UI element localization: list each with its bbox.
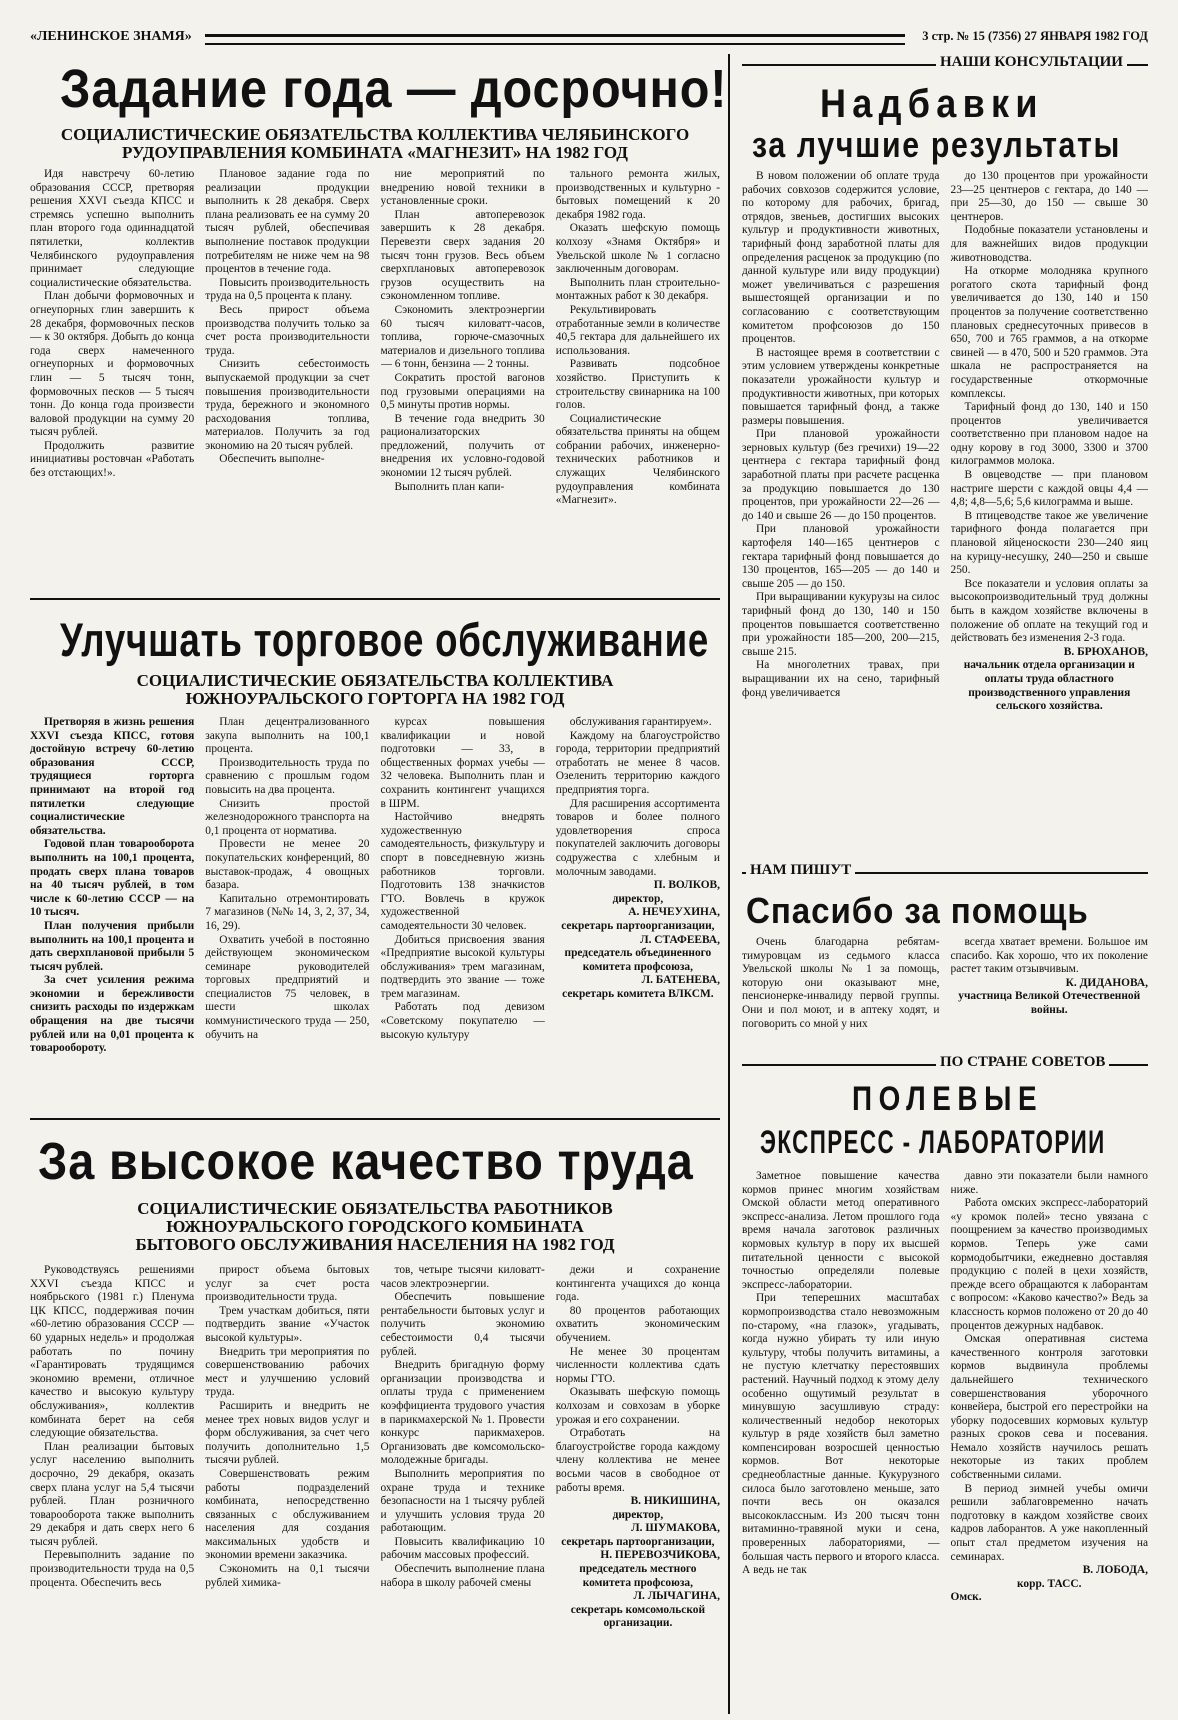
article6-column-text — [951, 1170, 1149, 1564]
paragraph: Охватить учебой в постоянно действующем экономическом семинаре руководителей торговых предприятий и специалистов 75 человек, в шести школах коммунистического труда — 250, обучить на — [205, 933, 370, 1041]
paragraph: Выполнить мероприятия по охране труда и технике безопасности на 1 тысячу рублей и улучшить условия труда 20 работающим. — [380, 1467, 545, 1535]
paragraph: Перевыполнить задание по производительности труда на 0,5 процента. Обеспечить весь — [30, 1549, 195, 1589]
column-divider — [728, 54, 730, 1714]
article2-body — [30, 716, 720, 1112]
signature-role: секретарь партоорганизации, — [561, 1535, 715, 1548]
signature-name: В. ЛОБОДА, — [1082, 1564, 1148, 1577]
article5-body — [742, 936, 1148, 1060]
issue-info: 3 стр. № 15 (7356) 27 ЯНВАРЯ 1982 ГОД — [922, 29, 1148, 43]
signature-role: директор, — [612, 1508, 664, 1521]
paragraph: План добычи формовочных и огнеупорных глин завершить к 28 декабря, формовочных песков — к 30 октября. Добыть до конца года сверх намеченного огнеупорных и формовочных глин — 5 тысяч тонн, формовочных песков — 5 тысяч тонн. До конца года произвести валовой продукции на сумму 20 тысяч рублей. — [30, 290, 195, 439]
signature-name: Н. ПЕРЕВОЗЧИКОВА, — [600, 1549, 720, 1562]
paragraph: В период зимней учебы омичи решили заблаговременно начать подготовку в каждом хозяйстве своих кадров лаборантов. А уже накопленный опыт стал предметом изучения на семинарах. — [950, 1482, 1148, 1563]
paragraph: План реализации бытовых услуг населению выполнить досрочно, 29 декабря, оказать сверх плана услуг на 5,4 тысячи рублей. План розничного товарооборота также выполнить 29 декабря и дать сверх него 6 тысяч рублей. — [30, 1440, 195, 1548]
paragraph: Годовой план товарооборота выполнить на 100,1 процента, продать сверх плана товаров на 40 тысяч рублей, в том числе к 60-летию СССР — на 10 тысяч. — [30, 838, 195, 919]
signature-name: Л. БАТЕНЕВА, — [641, 974, 720, 987]
article6-body — [742, 1170, 1148, 1714]
section-divider — [30, 598, 720, 600]
signature-role: секретарь комсомольской организации. — [570, 1603, 706, 1630]
article6-city: Омск. — [950, 1591, 982, 1604]
paragraph: Тарифный фонд до 130, 140 и 150 процентов увеличивается соответственно при плановом надое на одну корову в год 3000, 3300 и 3700 килограммов молока. — [950, 401, 1148, 468]
signature-role: председатель местного комитета профсоюза, — [579, 1563, 697, 1589]
paragraph: Снизить простой железнодорожного транспорта на 0,1 процента от норматива. — [205, 797, 370, 837]
signature-name: П. ВОЛКОВ, — [653, 879, 720, 892]
paragraph: курсах повышения квалификации и новой подготовки — 33, в общественных формах учебы — 32 человека. Выполнить план и сохранить контингент учащихся в ШРМ. — [380, 716, 545, 810]
header-rule — [205, 34, 905, 45]
paragraph: Выполнить план строительно-монтажных работ к 30 декабря. — [555, 276, 720, 303]
article2-column — [30, 716, 194, 1112]
article3-signatures — [556, 1495, 720, 1631]
article1-column — [205, 168, 369, 590]
paragraph: Трем участкам добиться, пяти подтвердить звание «Участок высокой культуры». — [205, 1304, 370, 1344]
article4-title: Надбавки — [820, 82, 1044, 126]
paragraph: В птицеводстве такое же увеличение тарифного фонда полагается при плановой яйценоскости 230—240 яиц на курицу-несушку, 240—250 и свыше 250. — [950, 509, 1148, 577]
article3-column — [381, 1264, 545, 1712]
paragraph: В новом положении об оплате труда рабочих совхозов содержится условие, по которому для рабочих, бригад, отрядов, звеньев, достигших высоких культур и продуктивности животных, тарифный фонд заработной платы для определения расценок за продукцию (по данной культуре или виду продукции) может увеличиваться с разрешения вышестоящей организации и по согласованию с соответствующим комитетом профсоюзов до 150 процентов. — [742, 170, 940, 346]
article1-column — [381, 168, 545, 590]
paragraph: При теперешних масштабах кормопроизводства стало невозможным по-старому, «на глазок», угадывать, когда нужно убирать ту или иную культуру, чтобы получить витамины, а не пустую клетчатку перестоявших растений. Научный подход к этому делу особенно ощутимый результат в минувшую засушливую страду: количественный недобор некоторых культур в ряде хозяйств был заметно компенсирован возросшей ценностью кормов. Вот некоторые среднеобластные данные. Кукурузного силоса было заготовлено меньше, зато почти весь он оказался высококлассным. Из 200 тысяч тонн витаминно-травяной муки и сена, проверенных лабораториями, — большая часть первого и второго класса. А ведь не так — [742, 1292, 940, 1577]
article3-title: За высокое качество труда — [38, 1133, 694, 1191]
paragraph: Сократить простой вагонов под грузовыми операциями на 0,5 минуты против нормы. — [380, 371, 545, 412]
paragraph: Подобные показатели установлены и для важнейших видов продукции животноводства. — [950, 224, 1148, 264]
paragraph: Провести не менее 20 покупательских конференций, 80 выставок-продаж, 4 овощных базара. — [205, 838, 370, 892]
article3-column — [30, 1264, 194, 1712]
paragraph: Развивать подсобное хозяйство. Приступить к строительству свинарника на 100 голов. — [555, 358, 720, 412]
article5-title: Спасибо за помощь — [746, 890, 1089, 931]
paragraph: Заметное повышение качества кормов принес многим хозяйствам Омской области метод оперативного экспресс-анализа. Летом прошлого года время начала заготовок различных кормовых культур в пору их высшей питательной ценности с высокой точностью определяли полевые экспресс-лаборатории. — [742, 1170, 940, 1291]
article3-subtitle-line: СОЦИАЛИСТИЧЕСКИЕ ОБЯЗАТЕЛЬСТВА РАБОТНИКОВ — [137, 1199, 613, 1218]
signature-role: участница Великой Отечественной войны. — [958, 990, 1141, 1016]
paragraph: Расширить и внедрить не менее трех новых видов услуг и форм обслуживания, за счет чего получить дополнительно 1,5 тысячи рублей. — [205, 1399, 370, 1467]
paragraph: Обеспечить повышение рентабельности бытовых услуг и получить экономию себестоимости 0,4 тысячи рублей. — [380, 1291, 545, 1358]
paragraph: План получения прибыли выполнить на 100,1 процента и дать сверхплановой прибыли 5 тысяч рублей. — [30, 919, 195, 973]
paragraph: Оказать шефскую помощь колхозу «Знамя Октября» и Увельской школе № 1 согласно заключенным договорам. — [555, 222, 720, 276]
paragraph: до 130 процентов при урожайности 23—25 центнеров с гектара, до 140 — при 25—30, до 150 — свыше 30 центнеров. — [950, 170, 1148, 223]
signature-name: В. БРЮХАНОВ, — [1063, 645, 1148, 658]
paragraph: В овцеводстве — при плановом настриге шерсти с каждой овцы 4,4 — 4,8; 4,8—5,6; 5,6 килограмма и выше. — [950, 469, 1148, 509]
article2-subtitle-line: ЮЖНОУРАЛЬСКОГО ГОРТОРГА НА 1982 ГОД — [185, 688, 565, 708]
paragraph: Омская оперативная система качественного контроля заготовки кормов выдвинула проблемы дальнейшего технического совершенствования уборочного конвейера, быстрой его перестройки на уборку подосевших кормовых культур разных сроков сева и посевания. Немало хозяйств научилось решать некоторые из таких проблем собственными силами. — [950, 1333, 1148, 1482]
article1-subtitle-line: СОЦИАЛИСТИЧЕСКИЕ ОБЯЗАТЕЛЬСТВА КОЛЛЕКТИВА ЧЕЛЯБИНСКОГО — [60, 125, 690, 144]
article2-column — [381, 716, 545, 1112]
article1-title: Задание года — досрочно! — [60, 59, 728, 119]
paragraph: Внедрить бригадную форму организации производства и оплаты труда с применением коэффициента трудового участия в парикмахерской № 1. Провести конкурс парикмахеров. Организовать две комсомольско-молодежные бригады. — [380, 1359, 545, 1467]
signature-role: секретарь комитета ВЛКСМ. — [562, 987, 714, 1000]
signature-name: К. ДИДАНОВА, — [1065, 976, 1148, 989]
article4-column-text — [951, 170, 1149, 646]
article5-column-text — [951, 936, 1149, 977]
paragraph: При плановой урожайности картофеля 140—165 центнеров с гектара тарифный фонд повышается до 130 процентов, 165—205 — до 140 и свыше 205 — до 150. — [742, 523, 940, 590]
article1-subtitle — [30, 126, 720, 162]
paragraph: За счет усиления режима экономии и бережливости снизить расходы по издержкам обращения на две тысячи рублей или на 0,01 процента к товарообороту. — [30, 974, 195, 1055]
paragraph: Работа омских экспресс-лабораторий «у кромок полей» тесно увязана с поощрением за качество производимых кормов. Теперь уже сами кормодобытчики, ежедневно доставляя продукцию с полей в цехи хозяйств, прежде всего обращаются к лаборантам с вопросом: «Каково качество?» Ведь за классность кормов положено от 20 до 40 процентов дежурных надбавок. — [950, 1197, 1148, 1332]
article2-column-text — [556, 716, 720, 879]
article6-column — [742, 1170, 940, 1714]
paragraph: Настойчиво внедрять художественную самодеятельность, физкультуру и спорт в повседневную жизнь работников торговли. Подготовить 138 значкистов ГТО. Вовлечь в кружок художественной самодеятельности 30 человек. — [380, 811, 545, 932]
paragraph: В течение года внедрить 30 рационализаторских предложений, получить от внедрения их условно-годовой экономии 12 тысяч рублей. — [380, 412, 545, 480]
article3-column-text — [556, 1264, 720, 1495]
masthead: «ЛЕНИНСКОЕ ЗНАМЯ» — [30, 29, 192, 44]
article5-column — [951, 936, 1149, 1060]
paragraph: Весь прирост объема производства получить только за счет роста производительности труда. — [205, 303, 370, 357]
paragraph: Для расширения ассортимента товаров и более полного удовлетворения спроса покупателей заключить договоры содружества с хлебным и молочным заводами. — [555, 797, 720, 878]
paragraph: тального ремонта жилых, производственных и культурно - бытовых помещений к 20 декабря 1982 года. — [555, 168, 720, 221]
paragraph: Обеспечить выполне- — [219, 453, 325, 466]
paragraph: На откорме молодняка крупного рогатого скота тарифный фонд увеличивается до 130, 140 и 150 процентов за получение соответственно плановых среднесуточных привесов в 650, 700 и 765 граммов, а на откорме свиней — в 470, 500 и 520 граммов. Эта шкала не распространяется на государственные откормочные комплексы. — [950, 265, 1148, 400]
paragraph: Выполнить план капи- — [394, 480, 505, 493]
article4-rubric: НАШИ КОНСУЛЬТАЦИИ — [936, 54, 1127, 71]
paragraph: прирост объема бытовых услуг за счет роста производительности труда. — [205, 1264, 370, 1304]
article3-column — [556, 1264, 720, 1712]
article3-subtitle-line: ЮЖНОУРАЛЬСКОГО ГОРОДСКОГО КОМБИНАТА — [166, 1216, 584, 1236]
section-divider — [30, 1118, 720, 1120]
paragraph: План децентрализованного закупа выполнить на 100,1 процента. — [205, 716, 370, 756]
article1-column — [556, 168, 720, 590]
article5-column — [742, 936, 940, 1060]
article1-column — [30, 168, 194, 590]
signature-name: В. НИКИШИНА, — [630, 1495, 720, 1508]
signature-role: председатель объединенного комитета профсоюза, — [564, 947, 712, 973]
article3-body — [30, 1264, 720, 1712]
paragraph: Руководствуясь решениями XXVI съезда КПСС и ноябрьского (1981 г.) Пленума ЦК КПСС, поддерживая почин «60-летию образования СССР — 60 ударных недель» и продолжая работать по почину «Гарантировать трудящимся экономию времени, отличное качество и высокую культуру обслуживания», коллектив комбината берет на себя следующие обязательства. — [30, 1264, 195, 1440]
paragraph: Все показатели и условия оплаты за высокопроизводительный труд должны быть в каждом хозяйстве включены в положение об оплате на текущий год и действовать без изменения 2-3 года. — [950, 577, 1148, 645]
paragraph: Отработать на благоустройстве города каждому члену коллектива не менее восьми часов в свободное от работы время. — [555, 1427, 720, 1494]
article4-column — [742, 170, 940, 860]
signature-role: корр. ТАСС. — [1017, 1577, 1082, 1590]
article6-signature — [951, 1564, 1149, 1591]
paragraph: Социалистические обязательства приняты на общем собрании рабочих, инженерно-технических работников и служащих Челябинского рудоуправления комбината «Магнезит». — [555, 412, 720, 507]
paragraph: План автоперевозок завершить к 28 декабря. Перевезти сверх задания 20 тысяч тонн грузов. Весь объем сверхплановых автоперевозок грузов осуществить на сэкономленном топливе. — [380, 208, 545, 303]
paragraph: Работать под девизом «Советскому покупателю — высокую культуру — [380, 1001, 545, 1041]
paragraph: Сэкономить электроэнергии 60 тысяч киловатт-часов, топлива, горюче-смазочных материалов и дизельного топлива — 6 тонн, бензина — 2 тонны. — [380, 303, 545, 371]
article3-column — [205, 1264, 369, 1712]
article4-body — [742, 170, 1148, 860]
paragraph: Идя навстречу 60-летию образования СССР, претворяя решения XXVI съезда КПСС и стремясь успешно выполнить план второго года одиннадцатой пятилетки, коллектив Челябинского рудоуправления принимает следующие социалистические обязательства. — [30, 168, 195, 289]
paragraph: На многолетних травах, при выращивании их на сено, тарифный фонд увеличивается — [742, 659, 940, 699]
paragraph: Внедрить три мероприятия по совершенствованию рабочих мест и улучшению условий труда. — [205, 1345, 370, 1399]
article2-column — [205, 716, 369, 1112]
paragraph: Сэкономить на 0,1 тысячи рублей химика- — [205, 1563, 370, 1589]
article4-title-line2: за лучшие результаты — [752, 124, 1122, 165]
paragraph: Добиться присвоения звания «Предприятие высокой культуры обслуживания» трем магазинам, подтвердить это звание — тоже трем магазинам. — [380, 933, 545, 1000]
article5-signature — [951, 977, 1149, 1018]
paragraph: дежи и сохранение контингента учащихся до конца года. — [555, 1264, 720, 1304]
signature-name: Л. ШУМАКОВА, — [631, 1522, 720, 1535]
paragraph: Продолжить развитие инициативы ростовчан «Работать без отстающих!». — [30, 439, 195, 480]
paragraph: Оказывать шефскую помощь колхозам и совхозам в уборке урожая и его сохранении. — [555, 1386, 720, 1426]
article4-column — [951, 170, 1149, 860]
paragraph: Обеспечить выполнение плана набора в школу рабочей смены — [380, 1563, 545, 1589]
article3-subtitle — [30, 1200, 720, 1254]
paragraph: Капитально отремонтировать 7 магазинов (№№ 14, 3, 2, 37, 34, 16, 29). — [205, 892, 370, 932]
paragraph: давно эти показатели были намного ниже. — [950, 1170, 1148, 1196]
article5-rubric: НАМ ПИШУТ — [746, 862, 855, 879]
paragraph: всегда хватает времени. Большое им спасибо. Как хорошо, что их поколение растет таким отзывчивым. — [950, 936, 1148, 976]
paragraph: Каждому на благоустройство города, территории предприятий отработать не менее 8 часов. Озеленить территорию каждого предприятия торга. — [555, 729, 720, 796]
signature-name: Л. СТАФЕЕВА, — [640, 933, 720, 946]
paragraph: обслуживания гарантируем». — [569, 716, 712, 728]
signature-role: секретарь партоорганизации, — [561, 919, 715, 932]
signature-name: Л. ЛЫЧАГИНА, — [633, 1590, 720, 1603]
signature-role: начальник отдела организации и оплаты труда областного производственного управления сельского хозяйства. — [963, 659, 1135, 713]
page-header — [30, 26, 1148, 48]
paragraph: Не менее 30 процентам численности коллектива сдать нормы ГТО. — [555, 1345, 720, 1385]
paragraph: Производительность труда по сравнению с прошлым годом повысить на два процента. — [205, 756, 370, 796]
article1-body — [30, 168, 720, 590]
paragraph: При плановой урожайности зерновых культур (без гречихи) 19—22 центнера с гектара тарифный фонд заработной платы при расчете расценка за продукцию повышается до 130 процентов, при урожайности 22—26 — до 140 и свыше 26 — до 150 процентов. — [742, 428, 940, 522]
paragraph: Очень благодарна ребятам-тимуровцам из седьмого класса Увельской школы № 1 за помощь, которую они оказывают мне, пенсионерке-инвалиду первой группы. Они и пол моют, и в аптеку ходят, и поговорить со мной у них — [742, 936, 940, 1030]
paragraph: В настоящее время в соответствии с этим условием утверждены конкретные показатели урожайности культур и продуктивности животных, при которых повышается тарифный фонд, а также размеры повышения. — [742, 346, 940, 427]
article6-column — [951, 1170, 1149, 1714]
article3-subtitle-line: БЫТОВОГО ОБСЛУЖИВАНИЯ НАСЕЛЕНИЯ НА 1982 ГОД — [135, 1234, 615, 1254]
article2-signatures — [556, 879, 720, 1001]
paragraph: 80 процентов работающих охватить экономическим обучением. — [555, 1304, 720, 1344]
paragraph: ние мероприятий по внедрению новой техники в установленные сроки. — [380, 168, 545, 208]
article2-subtitle — [30, 672, 720, 708]
article6-title-line2: ЭКСПРЕСС - ЛАБОРАТОРИИ — [760, 1124, 1106, 1160]
paragraph: Рекультивировать отработанные земли в количестве 40,5 гектара для дальнейшего их использования. — [555, 303, 720, 357]
paragraph: Повысить производительность труда на 0,5 процента к плану. — [205, 276, 370, 303]
article6-rubric: ПО СТРАНЕ СОВЕТОВ — [936, 1054, 1109, 1071]
article1-subtitle-line: РУДОУПРАВЛЕНИЯ КОМБИНАТА «МАГНЕЗИТ» НА 1982 ГОД — [122, 142, 628, 162]
paragraph: Претворяя в жизнь решения XXVI съезда КПСС, готовя достойную встречу 60-летию образования СССР, трудящиеся горторга принимают на второй год пятилетки следующие социалистические обязательства. — [30, 716, 195, 837]
article6-title: ПОЛЕВЫЕ — [852, 1080, 1044, 1118]
article2-subtitle-line: СОЦИАЛИСТИЧЕСКИЕ ОБЯЗАТЕЛЬСТВА КОЛЛЕКТИВА — [136, 671, 614, 690]
article4-signature — [951, 646, 1149, 714]
article2-title: Улучшать торговое обслуживание — [60, 613, 710, 666]
paragraph: Повысить квалификацию 10 рабочим массовых профессий. — [380, 1535, 545, 1562]
paragraph: Плановое задание года по реализации продукции выполнить к 28 декабря. Сверх плана реализовать ее на сумму 20 тысяч рублей, обеспечивая выполнение поставок продукции потребителям не ниже чем на 98 процентов в течение года. — [205, 168, 370, 276]
signature-name: А. НЕЧЕУХИНА, — [628, 906, 720, 919]
paragraph: При выращивании кукурузы на силос тарифный фонд до 130, 140 и 150 процентов повышается соответственно при урожайности 185—200, 200—215, свыше 215. — [742, 591, 940, 658]
signature-role: директор, — [612, 892, 664, 905]
paragraph: тов, четыре тысячи киловатт-часов электроэнергии. — [380, 1264, 545, 1290]
paragraph: Снизить себестоимость выпускаемой продукции за счет повышения производительности труда, бережного и экономного расходования топлива, материалов. Получить за год экономию на 20 тысяч рублей. — [205, 358, 370, 452]
article2-column — [556, 716, 720, 1112]
paragraph: Совершенствовать режим работы подразделений комбината, непосредственно связанных с обслуживанием населения для создания максимальных удобств и экономии времени заказчика. — [205, 1467, 370, 1562]
